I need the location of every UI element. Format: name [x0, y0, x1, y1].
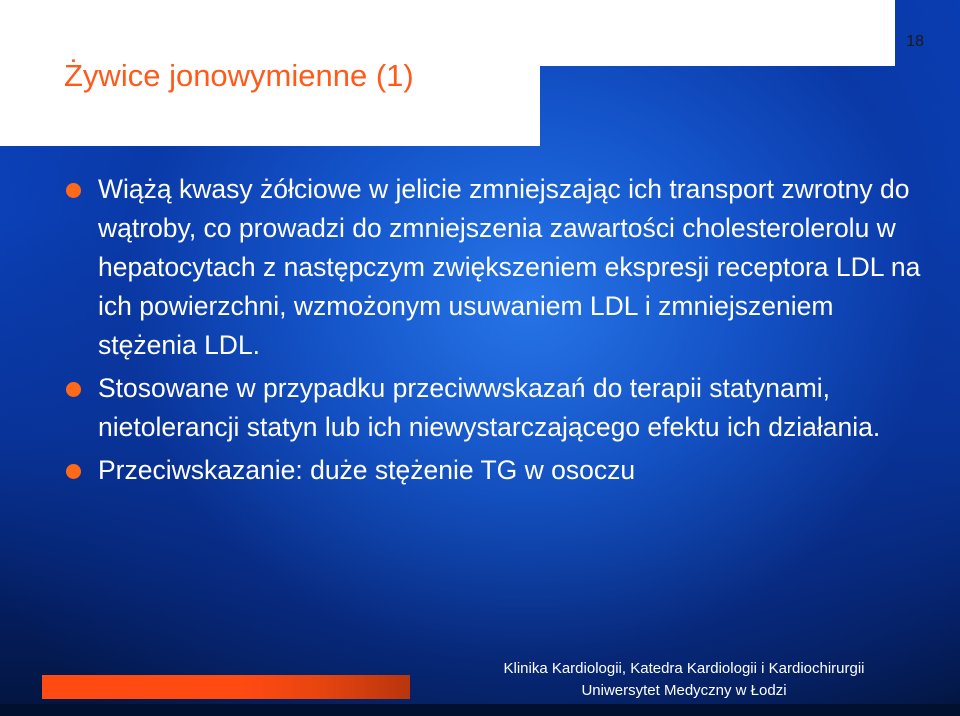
- page-number: 18: [906, 33, 924, 50]
- footer-university-line: Uniwersytet Medyczny w Łodzi: [581, 682, 787, 699]
- bullet-item-3: [62, 451, 922, 490]
- footer-institution-line: Klinika Kardiologii, Katedra Kardiologii i Kardiochirurgii: [503, 660, 865, 677]
- footer: [444, 658, 924, 702]
- bullet-dot-icon: [66, 464, 81, 479]
- footer-accent-bar: [42, 675, 410, 699]
- bullet-dot-icon: [66, 183, 81, 198]
- slide-title: Żywice jonowymienne (1): [64, 58, 414, 93]
- bullet-text-1: Wiążą kwasy żółciowe w jelicie zmniejszając ich transport zwrotny do wątroby, co prowadzi do zmniejszenia zawartości cholesterolerolu w hepatocytach z następczym zwiększeniem ekspresji receptora LDL na ich powierzchni, wzmożonym usuwaniem LDL i zmniejszeniem stężenia LDL.: [98, 174, 921, 360]
- bullet-list: [62, 170, 922, 494]
- bullet-dot-icon: [66, 382, 81, 397]
- bullet-text-3: Przeciwskazanie: duże stężenie TG w osoczu: [98, 455, 636, 485]
- bullet-item-1: [62, 170, 922, 365]
- bottom-edge: [0, 704, 960, 716]
- header-band: [0, 0, 895, 66]
- bullet-item-2: [62, 369, 922, 447]
- bullet-text-2: Stosowane w przypadku przeciwwskazań do terapii statynami, nietolerancji statyn lub ich niewystarczającego efektu ich działania.: [98, 373, 881, 442]
